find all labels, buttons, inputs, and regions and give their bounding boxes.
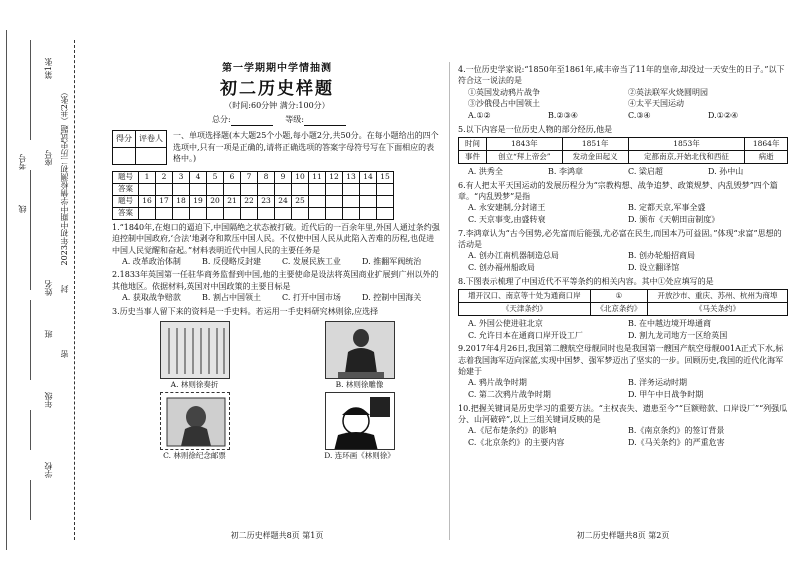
question-q7 xyxy=(458,228,788,274)
right-questions xyxy=(458,64,788,448)
question-options xyxy=(458,202,788,225)
answer-label: 答案 xyxy=(113,183,139,195)
binding-fill-line xyxy=(30,410,31,450)
q5-cell: 事件 xyxy=(459,150,487,163)
comic-image xyxy=(325,392,395,450)
q3-caption-d: D. 连环画《林则徐》 xyxy=(324,451,395,461)
question-text: 3.历史当事人留下来的资料是一手史料。若运用一手史料研究林则徐,应选择 xyxy=(112,306,379,316)
answer-cell[interactable] xyxy=(224,207,241,219)
q5-cell: 发动金田起义 xyxy=(562,150,628,163)
option-item[interactable]: ④太平天国运动 xyxy=(628,99,684,109)
question-options xyxy=(458,425,788,448)
question-text: 2.1833年英国第一任驻华商务监督到中国,他的主要使命是设法将英国商业扩展到广州以外的其他地区。依据材料,英国对中国政策的主要目标是 xyxy=(112,270,439,291)
option-item[interactable]: B. 定都天京,军事全盛 xyxy=(628,203,706,213)
answer-empty-cell xyxy=(309,207,326,219)
q3-image-b[interactable] xyxy=(277,321,442,390)
q8-cell: 开放沙市、重庆、苏州、杭州为商埠 xyxy=(648,289,788,302)
option-item[interactable]: C.《北京条约》的主要内容 xyxy=(468,437,565,447)
answer-cell[interactable] xyxy=(292,207,309,219)
answer-number-cell: 10 xyxy=(292,171,309,183)
question-q9 xyxy=(458,343,788,400)
answer-number-cell: 24 xyxy=(275,195,292,207)
q8-cell: 增开汉口、南京等十处为通商口岸 xyxy=(459,289,591,302)
left-page xyxy=(112,62,442,542)
q5-cell: 病逝 xyxy=(745,150,788,163)
answer-cell[interactable] xyxy=(224,183,241,195)
answer-number-cell: 1 xyxy=(139,171,156,183)
binding-ban-label: 班 xyxy=(44,330,53,338)
question-options xyxy=(112,256,442,268)
q8-table xyxy=(458,289,788,316)
question-q8 xyxy=(458,276,788,342)
answer-empty-cell xyxy=(326,195,343,207)
grader-name-cell[interactable] xyxy=(136,147,167,164)
option-c[interactable]: C. 发展民族工业 xyxy=(282,256,341,266)
answer-cell[interactable] xyxy=(173,207,190,219)
answer-empty-cell xyxy=(360,207,377,219)
answer-cell[interactable] xyxy=(190,183,207,195)
binding-mi-label: 密 xyxy=(60,350,69,358)
q3-image-d[interactable] xyxy=(277,392,442,461)
answer-cell[interactable] xyxy=(207,207,224,219)
option-a[interactable]: A. 改革政治体制 xyxy=(122,256,181,266)
answer-number-cell: 7 xyxy=(241,171,258,183)
answer-empty-cell xyxy=(360,195,377,207)
option-item[interactable]: D. 割九龙司地方一区给英国 xyxy=(628,330,728,340)
answer-cell[interactable] xyxy=(241,207,258,219)
answer-number-cell: 8 xyxy=(258,171,275,183)
answer-c[interactable]: C.③④ xyxy=(628,110,651,120)
question-options xyxy=(458,318,788,341)
option-item[interactable]: D.《马关条约》的严重危害 xyxy=(628,437,725,447)
section1-header xyxy=(112,130,442,165)
question-answers xyxy=(458,166,788,178)
q5-cell: 创立“拜上帝会” xyxy=(486,150,562,163)
answer-cell[interactable] xyxy=(241,183,258,195)
question-q1 xyxy=(112,222,442,268)
exam-title: 初二历史样题 xyxy=(220,78,334,99)
grader-score-cell[interactable] xyxy=(113,147,136,164)
option-item[interactable]: B. 在中越边境开埠通商 xyxy=(628,319,711,329)
answer-a[interactable]: A. 洪秀全 xyxy=(468,167,503,177)
binding-xingming-label: 姓名 xyxy=(44,280,53,296)
answer-cell[interactable] xyxy=(139,207,156,219)
answer-c[interactable]: C. 梁启超 xyxy=(628,167,663,177)
answer-number-cell: 25 xyxy=(292,195,309,207)
answer-cell[interactable] xyxy=(377,183,394,195)
binding-xian-label: 线 xyxy=(18,205,27,213)
answer-a[interactable]: A.①② xyxy=(468,110,491,120)
option-d[interactable]: D. 控制中国海关 xyxy=(362,293,422,303)
option-item[interactable]: D. 颁布《天朝田亩制度》 xyxy=(628,215,720,225)
stamp-image xyxy=(160,392,230,450)
answer-number-cell: 18 xyxy=(173,195,190,207)
q5-table xyxy=(458,137,788,164)
q3-caption-a: A. 林则徐奏折 xyxy=(170,380,219,390)
option-item[interactable]: C. 天京事变,由盛转衰 xyxy=(468,215,546,225)
answer-number-cell: 6 xyxy=(224,171,241,183)
answer-cell[interactable] xyxy=(258,207,275,219)
option-item[interactable]: ②英法联军火烧圆明园 xyxy=(628,87,708,97)
grader-table xyxy=(112,130,167,165)
right-footer: 初二历史样题共8页 第2页 xyxy=(576,531,670,541)
right-page xyxy=(458,62,788,542)
answer-cell[interactable] xyxy=(343,183,360,195)
answer-cell[interactable] xyxy=(190,207,207,219)
answer-cell[interactable] xyxy=(309,183,326,195)
binding-cut-line xyxy=(74,40,75,540)
option-item[interactable]: ③沙俄侵占中国领土 xyxy=(468,99,540,109)
binding-nianji-label: 年级 xyxy=(44,392,53,408)
answer-number-cell: 15 xyxy=(377,171,394,183)
question-q10 xyxy=(458,403,788,449)
question-text: 1.“1840年,在炮口的逼迫下,中国隔绝之状态被打破。近代后的一百余年里,外国人通过条约强迫控制中国政府,‘合法’地剥夺和欺压中国人民。不仅使中国人民从此陷入苦难的历程,也促进中国人民觉醒和奋起。”材料表明近代中国人民的主要任务是 xyxy=(112,222,440,255)
section1-instructions: 一、单项选择题(本大题25个小题,每小题2分,共50分。在每小题给出的四个选项中,只有一项是正确的,请将正确选项的答案字母符号写在下面相应的表格中。) xyxy=(173,131,439,164)
answer-number-cell: 13 xyxy=(343,171,360,183)
total-label: 总分: xyxy=(212,115,231,125)
q3-image-c[interactable] xyxy=(112,392,277,461)
question-text: 9.2017年4月26日,我国第二艘航空母舰同时也是我国第一艘国产航空母舰001A正式下水,标志着我国海军迈向深蓝,实现中国梦、强军梦迈出了坚实的一步。回顾历史,我国的近代化海军始建于 xyxy=(458,344,784,377)
answer-d[interactable]: D.①②④ xyxy=(708,110,739,120)
q5-cell: 1851年 xyxy=(562,137,628,150)
question-options xyxy=(112,292,442,304)
option-b[interactable]: B. 反侵略反封建 xyxy=(202,256,261,266)
binding-fill-line xyxy=(30,40,31,140)
answer-cell[interactable] xyxy=(258,183,275,195)
question-text: 4.一位历史学家说:“1850年至1861年,咸丰帝当了11年的皇帝,却没过一天安生的日子。”以下符合这一说法的是 xyxy=(458,65,785,86)
answer-number-cell: 16 xyxy=(139,195,156,207)
answer-number-cell: 17 xyxy=(156,195,173,207)
exam-subtitle: 第一学期期中学情抽测 xyxy=(222,63,332,74)
answer-cell[interactable] xyxy=(139,183,156,195)
memorial-document-image xyxy=(160,321,230,379)
binding-page-label: 第1张 xyxy=(44,58,53,80)
answer-number-cell: 5 xyxy=(207,171,224,183)
question-q2 xyxy=(112,269,442,303)
q8-cell: 《北京条约》 xyxy=(590,303,647,316)
answer-table xyxy=(112,171,394,220)
answer-cell[interactable] xyxy=(156,183,173,195)
answer-empty-cell xyxy=(377,207,394,219)
answer-number-cell: 2 xyxy=(156,171,173,183)
q8-cell: ① xyxy=(590,289,647,302)
option-item[interactable]: ①英国发动鸦片战争 xyxy=(468,87,540,97)
option-b[interactable]: B. 割占中国领土 xyxy=(202,293,261,303)
answer-number-cell: 23 xyxy=(258,195,275,207)
answer-b[interactable]: B.②③④ xyxy=(548,110,578,120)
option-item[interactable]: D. 设立翻译馆 xyxy=(628,262,680,272)
answer-empty-cell xyxy=(377,195,394,207)
option-item[interactable]: A. 永安建制,分封诸王 xyxy=(468,203,546,213)
q8-cell: 《马关条约》 xyxy=(648,303,788,316)
q5-cell: 1864年 xyxy=(745,137,788,150)
answer-number-cell: 19 xyxy=(190,195,207,207)
binding-strip xyxy=(0,0,104,561)
binding-fill-line xyxy=(30,300,31,380)
q3-images xyxy=(112,321,442,463)
exam-time-info: （时间:60分钟 满分:100分） xyxy=(224,101,330,111)
answer-cell[interactable] xyxy=(207,183,224,195)
option-item[interactable]: B. 洋务运动时期 xyxy=(628,378,687,388)
grade-label: 等级: xyxy=(285,115,304,125)
question-q6 xyxy=(458,180,788,226)
q3-image-a[interactable] xyxy=(112,321,277,390)
answer-number-cell: 3 xyxy=(173,171,190,183)
answer-number-cell: 22 xyxy=(241,195,258,207)
binding-zuohao-label: 座号 xyxy=(44,150,53,166)
option-item[interactable]: A. 外国公使进驻北京 xyxy=(468,319,543,329)
answer-label: 答案 xyxy=(113,207,139,219)
answer-cell[interactable] xyxy=(156,207,173,219)
option-d[interactable]: D. 推翻军阀统治 xyxy=(362,256,422,266)
question-answers xyxy=(458,110,788,122)
exam-header xyxy=(112,62,442,112)
question-options xyxy=(458,250,788,273)
q3-caption-b: B. 林则徐雕像 xyxy=(335,380,384,390)
answer-cell[interactable] xyxy=(173,183,190,195)
question-text: 8.下图表示梳理了中国近代不平等条约的相关内容。其中①处应填写的是 xyxy=(458,276,714,286)
option-a[interactable]: A. 获取战争赔款 xyxy=(122,293,181,303)
question-text: 7.李鸿章认为“古今国势,必先富而后能强,尤必富在民生,而国本乃可益固。”体现“求富”思想的活动是 xyxy=(458,228,782,249)
question-q3 xyxy=(112,306,442,317)
answer-b[interactable]: B. 李鸿章 xyxy=(548,167,583,177)
option-item[interactable]: C. 允许日本在通商口岸开设工厂 xyxy=(468,330,583,340)
grade-blank[interactable] xyxy=(304,118,346,126)
q5-cell: 1843年 xyxy=(486,137,562,150)
question-options xyxy=(458,377,788,400)
question-q5 xyxy=(458,124,788,178)
option-item[interactable]: A. 鸦片战争时期 xyxy=(468,378,527,388)
option-item[interactable]: B. 创办轮船招商局 xyxy=(628,251,695,261)
binding-fill-line xyxy=(30,170,31,290)
binding-kaohao-label: 考号 xyxy=(18,154,27,170)
binding-edge-line xyxy=(6,30,7,550)
statue-image xyxy=(325,321,395,379)
answer-number-cell: 12 xyxy=(326,171,343,183)
answer-cell[interactable] xyxy=(326,183,343,195)
question-text: 10.把握关键词是历史学习的重要方法。“主权丧失、遗患至今”“巨额赔款、口岸设厂”“列强瓜分、山河破碎”,以上三组关键词反映的是 xyxy=(458,403,788,424)
answer-cell[interactable] xyxy=(292,183,309,195)
grader-score-label: 得分 xyxy=(113,131,136,148)
question-text: 6.有人把太平天国运动的发展历程分为“宗教构想、战争追梦、政策规梦、内乱毁梦”四个篇章。“内乱毁梦”是指 xyxy=(458,180,778,202)
binding-feng-label: 封 xyxy=(60,285,69,293)
option-item[interactable]: B.《南京条约》的签订背景 xyxy=(628,426,725,436)
answer-number-cell: 21 xyxy=(224,195,241,207)
option-item[interactable]: A.《尼布楚条约》的影响 xyxy=(468,426,557,436)
question-q4 xyxy=(458,64,788,122)
binding-xuexiao-label: 学校 xyxy=(44,462,53,478)
page-divider xyxy=(449,62,450,540)
answer-empty-cell xyxy=(309,195,326,207)
option-item[interactable]: C. 创办福州船政局 xyxy=(468,262,535,272)
answer-d[interactable]: D. 孙中山 xyxy=(708,167,744,177)
answer-empty-cell xyxy=(343,195,360,207)
q8-cell: 《天津条约》 xyxy=(459,303,591,316)
q5-cell: 时间 xyxy=(459,137,487,150)
binding-exam-label: 2023年初中期中学情检测初二历史试题（共2张） xyxy=(60,88,69,266)
grader-name-label: 评卷人 xyxy=(136,131,167,148)
question-options xyxy=(458,87,788,110)
q5-cell: 定都南京,开始北伐和西征 xyxy=(628,150,745,163)
answer-number-cell: 11 xyxy=(309,171,326,183)
answer-number-cell: 20 xyxy=(207,195,224,207)
total-blank[interactable] xyxy=(231,118,273,126)
q3-caption-c: C. 林则徐纪念邮票 xyxy=(163,451,226,461)
answer-number-cell: 9 xyxy=(275,171,292,183)
left-questions xyxy=(112,222,442,317)
answer-number-cell: 14 xyxy=(360,171,377,183)
option-item[interactable]: D. 甲午中日战争时期 xyxy=(628,389,704,399)
score-line xyxy=(112,115,442,126)
answer-number-label: 题号 xyxy=(113,195,139,207)
question-text: 5.以下内容是一位历史人物的部分经历,他是 xyxy=(458,124,613,134)
binding-fill-line xyxy=(30,480,31,520)
answer-number-label: 题号 xyxy=(113,171,139,183)
answer-empty-cell xyxy=(326,207,343,219)
option-item[interactable]: C. 第二次鸦片战争时期 xyxy=(468,389,551,399)
q5-cell: 1853年 xyxy=(628,137,745,150)
answer-number-cell: 4 xyxy=(190,171,207,183)
answer-cell[interactable] xyxy=(275,207,292,219)
option-c[interactable]: C. 打开中国市场 xyxy=(282,293,341,303)
left-footer: 初二历史样题共8页 第1页 xyxy=(230,531,324,541)
option-item[interactable]: A. 创办江南机器制造总局 xyxy=(468,251,559,261)
answer-empty-cell xyxy=(343,207,360,219)
answer-cell[interactable] xyxy=(360,183,377,195)
answer-cell[interactable] xyxy=(275,183,292,195)
